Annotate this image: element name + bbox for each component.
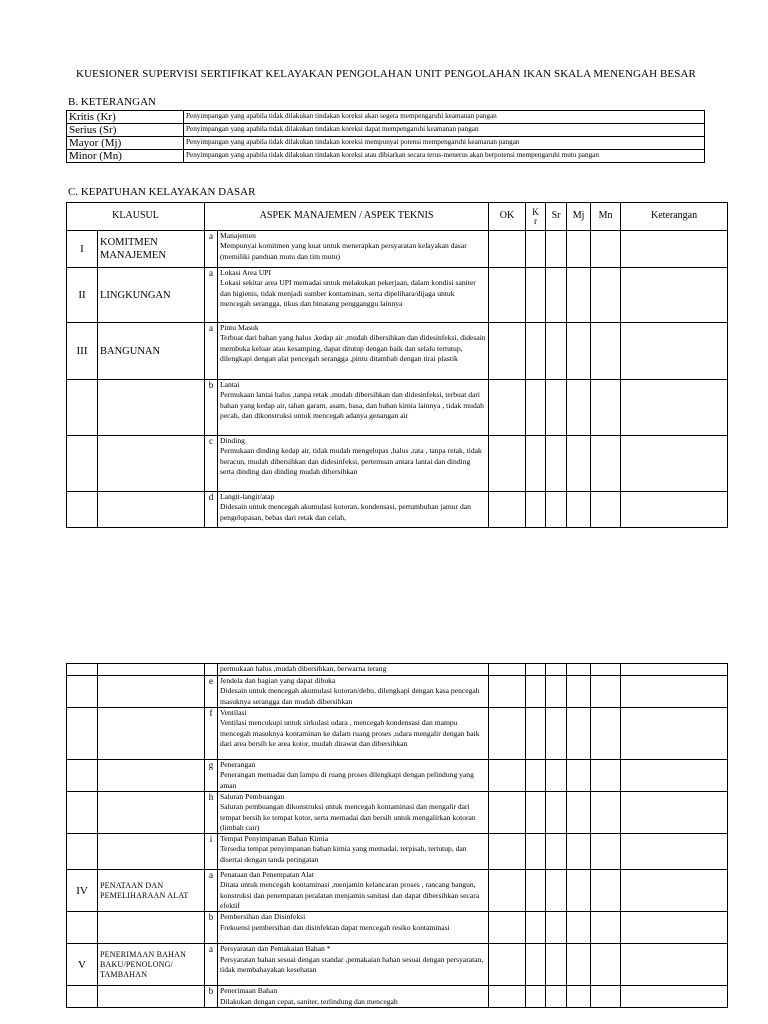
klausul-number [67, 834, 98, 870]
section-c-heading: C. KEPATUHAN KELAYAKAN DASAR [68, 186, 256, 198]
header-kr: K r [526, 203, 546, 231]
check-cell-ok[interactable] [489, 870, 526, 912]
klausul-number: IV [67, 870, 98, 912]
check-cell-mn[interactable] [591, 436, 621, 492]
check-cell-kr[interactable] [526, 912, 546, 944]
check-cell-mn[interactable] [591, 492, 621, 528]
check-cell-ok[interactable] [489, 436, 526, 492]
klausul-name: LINGKUNGAN [98, 268, 205, 323]
check-cell-mn[interactable] [591, 760, 621, 792]
aspek-text: Persyaratan dan Pemakaian Bahan * Persyaratan bahan sesuai dengan standar ,pemakaian bahan sesuai dengan persyaratan, tidak membahayakan kesehatan [218, 944, 489, 986]
klausul-number [67, 912, 98, 944]
check-cell-kr[interactable] [526, 231, 546, 268]
check-cell-mn[interactable] [591, 986, 621, 1008]
table-row [67, 944, 728, 986]
aspek-text: Saluran Pembuangan Saluran pembuangan dikonstruksi untuk mencegah kontaminasi dan mengalir dari tempat bersih ke tempat kotor, serta memadai dan bersih untuk mengalirkan kotoran (limbah cair) [218, 792, 489, 834]
check-cell-sr[interactable] [546, 664, 567, 676]
aspek-text: Penerimaan Bahan Dilakukan dengan cepat, saniter, terlindung dan mencegah [218, 986, 489, 1008]
klausul-name [98, 664, 205, 676]
check-cell-mj[interactable] [567, 231, 591, 268]
keterangan-cell[interactable] [621, 323, 728, 380]
table-row [67, 676, 728, 708]
check-cell-ok[interactable] [489, 834, 526, 870]
table-row [67, 268, 728, 323]
klausul-name [98, 834, 205, 870]
check-cell-ok[interactable] [489, 986, 526, 1008]
check-cell-sr[interactable] [546, 380, 567, 436]
keterangan-cell[interactable] [621, 792, 728, 834]
klausul-number [67, 792, 98, 834]
aspek-text: Dinding Permukaan dinding kedap air, tidak mudah mengelupas ,halus ,rata , tanpa retak, tidak beracun, mudah dibersihkan dan didesinfeksi, pertemuan antara lantai dan dinding serta dinding dan dinding mudah dibersihkan [218, 436, 489, 492]
check-cell-ok[interactable] [489, 664, 526, 676]
aspek-text: Lokasi Area UPI Lokasi sekitar area UPI memadai untuk melakukan pekerjaan, dalam kondisi saniter dan higienis, tidak menjadi sumber kontaminan, serta dipelihara/dijaga untuk mencegah serangga, tikus dan binatang pengganggu lainnya [218, 268, 489, 323]
check-cell-mj[interactable] [567, 380, 591, 436]
item-letter: a [205, 231, 218, 268]
klausul-number [67, 492, 98, 528]
klausul-number: III [67, 323, 98, 380]
header-mn: Mn [591, 203, 621, 231]
klausul-number [67, 986, 98, 1008]
check-cell-kr[interactable] [526, 944, 546, 986]
keterangan-row [67, 150, 705, 163]
check-cell-mn[interactable] [591, 323, 621, 380]
check-cell-ok[interactable] [489, 676, 526, 708]
aspek-text: Penataan dan Penempatan Alat Ditata untuk mencegah kontaminasi ,menjamin kelancaran proses , rancang bangun, konstruksi dan penempatan peralatan menjamin sanitasi dan dapat dibersihkan secara efektif [218, 870, 489, 912]
check-cell-mj[interactable] [567, 492, 591, 528]
document-title: KUESIONER SUPERVISI SERTIFIKAT KELAYAKAN PENGOLAHAN UNIT PENGOLAHAN IKAN SKALA MENENGAH BESAR [76, 68, 696, 80]
check-cell-mj[interactable] [567, 834, 591, 870]
klausul-number [67, 436, 98, 492]
table-row [67, 792, 728, 834]
check-cell-kr[interactable] [526, 986, 546, 1008]
keterangan-cell[interactable] [621, 912, 728, 944]
check-cell-mj[interactable] [567, 944, 591, 986]
klausul-name: PENATAAN DAN PEMELIHARAAN ALAT [98, 870, 205, 912]
klausul-number: II [67, 268, 98, 323]
table-row [67, 912, 728, 944]
check-cell-sr[interactable] [546, 792, 567, 834]
aspek-text: Pintu Masuk Terbuat dari bahan yang halus ,kedap air ,mudah dibersihkan dan didesinfeksi, didesain membuka keluar atau kesamping, dapat ditutup dengan baik dan selalu tertutup, dilengkapi dengan alat pencegah serangga ,pintu ditambah dengan tirai plastik [218, 323, 489, 380]
check-cell-ok[interactable] [489, 231, 526, 268]
check-cell-kr[interactable] [526, 664, 546, 676]
check-cell-sr[interactable] [546, 912, 567, 944]
check-cell-mn[interactable] [591, 708, 621, 760]
check-cell-mj[interactable] [567, 436, 591, 492]
check-cell-sr[interactable] [546, 676, 567, 708]
klausul-number [67, 760, 98, 792]
klausul-name: BANGUNAN [98, 323, 205, 380]
klausul-name: KOMITMEN MANAJEMEN [98, 231, 205, 268]
table-row [67, 231, 728, 268]
aspek-text: Tempat Penyimpanan Bahan Kimia Tersedia tempat penyimpanan bahan kimia yang memadai, terpisah, tertutup, dan disertai dengan tanda peringatan [218, 834, 489, 870]
kepatuhan-table-page2 [66, 663, 728, 1008]
keterangan-term: Minor (Mn) [67, 150, 184, 163]
aspek-text: Jendela dan bagian yang dapat dibuka Didesain untuk mencegah akumulasi kotoran/debu, dilengkapi dengan kasa pencegah masuknya serangga dan mudah dibersihkan [218, 676, 489, 708]
klausul-name [98, 380, 205, 436]
check-cell-ok[interactable] [489, 380, 526, 436]
check-cell-mj[interactable] [567, 986, 591, 1008]
check-cell-mj[interactable] [567, 708, 591, 760]
item-letter: i [205, 834, 218, 870]
klausul-number: I [67, 231, 98, 268]
check-cell-kr[interactable] [526, 380, 546, 436]
keterangan-cell[interactable] [621, 436, 728, 492]
item-letter: c [205, 436, 218, 492]
check-cell-kr[interactable] [526, 268, 546, 323]
table-row [67, 323, 728, 380]
check-cell-kr[interactable] [526, 436, 546, 492]
kepatuhan-table-page1 [66, 202, 728, 528]
item-letter: e [205, 676, 218, 708]
keterangan-cell[interactable] [621, 986, 728, 1008]
keterangan-term: Mayor (Mj) [67, 137, 184, 150]
keterangan-cell[interactable] [621, 944, 728, 986]
klausul-name [98, 676, 205, 708]
check-cell-ok[interactable] [489, 492, 526, 528]
section-b-heading: B. KETERANGAN [68, 96, 156, 108]
table-row [67, 986, 728, 1008]
klausul-name: PENERIMAAN BAHAN BAKU/PENOLONG/ TAMBAHAN [98, 944, 205, 986]
check-cell-mj[interactable] [567, 760, 591, 792]
check-cell-ok[interactable] [489, 944, 526, 986]
check-cell-sr[interactable] [546, 870, 567, 912]
check-cell-ok[interactable] [489, 760, 526, 792]
check-cell-mj[interactable] [567, 664, 591, 676]
item-letter [205, 664, 218, 676]
keterangan-cell[interactable] [621, 676, 728, 708]
klausul-name [98, 986, 205, 1008]
klausul-name [98, 492, 205, 528]
klausul-name [98, 436, 205, 492]
aspek-text: Manajemen Mempunyai komitmen yang kuat untuk menerapkan persyaratan kelayakan dasar (memiliki panduan mutu dan tim mutu) [218, 231, 489, 268]
check-cell-mj[interactable] [567, 870, 591, 912]
check-cell-sr[interactable] [546, 231, 567, 268]
check-cell-kr[interactable] [526, 870, 546, 912]
table-row [67, 870, 728, 912]
klausul-number [67, 664, 98, 676]
klausul-name [98, 760, 205, 792]
check-cell-ok[interactable] [489, 268, 526, 323]
check-cell-sr[interactable] [546, 986, 567, 1008]
keterangan-cell[interactable] [621, 268, 728, 323]
klausul-name [98, 708, 205, 760]
check-cell-sr[interactable] [546, 760, 567, 792]
header-klausul: KLAUSUL [67, 203, 205, 231]
check-cell-ok[interactable] [489, 323, 526, 380]
table-header-row [67, 203, 728, 231]
keterangan-definition: Penyimpangan yang apabila tidak dilakukan tindakan koreksi atau dibiarkan secara terus-menerus akan berpotensi mempengaruhi mutu pangan [184, 150, 705, 163]
check-cell-kr[interactable] [526, 676, 546, 708]
check-cell-sr[interactable] [546, 492, 567, 528]
aspek-text: permukaan halus ,mudah dibersihkan, berwarna terang [218, 664, 489, 676]
aspek-text: Lantai Permukaan lantai halus ,tanpa retak ,mudah dibersihkan dan didesinfeksi, terbuat dari bahan yang kedap air, tahan garam, asam, basa, dan bahan kimia lainnya , tidak mudah pecah, dan dikonstruksi untuk mencegah adanya genangan air [218, 380, 489, 436]
check-cell-mn[interactable] [591, 380, 621, 436]
item-letter: b [205, 380, 218, 436]
check-cell-mn[interactable] [591, 912, 621, 944]
item-letter: b [205, 912, 218, 944]
keterangan-row [67, 137, 705, 150]
klausul-name [98, 912, 205, 944]
aspek-text: Ventilasi Ventilasi mencukupi untuk sirkulasi udara , mencegah kondensasi dan mampu mencegah masuknya kontaminan ke dalam ruang proses ,udara mengalir dengan baik dari area bersih ke area kotor, mudah dirawat dan dibersihkan [218, 708, 489, 760]
table-row [67, 708, 728, 760]
check-cell-kr[interactable] [526, 492, 546, 528]
keterangan-cell[interactable] [621, 380, 728, 436]
item-letter: g [205, 760, 218, 792]
keterangan-cell[interactable] [621, 760, 728, 792]
check-cell-kr[interactable] [526, 708, 546, 760]
check-cell-mn[interactable] [591, 792, 621, 834]
check-cell-mj[interactable] [567, 323, 591, 380]
check-cell-kr[interactable] [526, 760, 546, 792]
check-cell-mn[interactable] [591, 664, 621, 676]
header-keterangan: Keterangan [621, 203, 728, 231]
check-cell-mn[interactable] [591, 834, 621, 870]
item-letter: f [205, 708, 218, 760]
keterangan-row [67, 111, 705, 124]
keterangan-table [66, 110, 705, 163]
check-cell-kr[interactable] [526, 792, 546, 834]
check-cell-mn[interactable] [591, 944, 621, 986]
keterangan-cell[interactable] [621, 492, 728, 528]
klausul-name [98, 792, 205, 834]
check-cell-ok[interactable] [489, 912, 526, 944]
keterangan-cell[interactable] [621, 870, 728, 912]
header-sr: Sr [546, 203, 567, 231]
check-cell-ok[interactable] [489, 708, 526, 760]
item-letter: a [205, 323, 218, 380]
table-row [67, 664, 728, 676]
check-cell-sr[interactable] [546, 323, 567, 380]
check-cell-mn[interactable] [591, 231, 621, 268]
klausul-number: V [67, 944, 98, 986]
item-letter: a [205, 870, 218, 912]
check-cell-mj[interactable] [567, 676, 591, 708]
keterangan-cell[interactable] [621, 834, 728, 870]
keterangan-definition: Penyimpangan yang apabila tidak dilakukan tindakan koreksi dapat mempengaruhi keamanan pangan [184, 124, 705, 137]
check-cell-mj[interactable] [567, 268, 591, 323]
aspek-text: Penerangan Penerangan memadai dan lampu di ruang proses dilengkapi dengan pelindung yang aman [218, 760, 489, 792]
keterangan-cell[interactable] [621, 664, 728, 676]
item-letter: h [205, 792, 218, 834]
check-cell-kr[interactable] [526, 834, 546, 870]
check-cell-mn[interactable] [591, 870, 621, 912]
keterangan-definition: Penyimpangan yang apabila tidak dilakukan tindakan koreksi akan segera mempengaruhi keamanan pangan [184, 111, 705, 124]
klausul-number [67, 708, 98, 760]
keterangan-term: Serius (Sr) [67, 124, 184, 137]
item-letter: a [205, 944, 218, 986]
keterangan-definition: Penyimpangan yang apabila tidak dilakukan tindakan koreksi mempunyai potensi mempengaruhi keamanan pangan [184, 137, 705, 150]
klausul-number [67, 676, 98, 708]
check-cell-mn[interactable] [591, 268, 621, 323]
aspek-text: Langit-langit/atap Didesain untuk mencegah akumulasi kotoran, kondensasi, pertumbuhan jamur dan pengelupasan, bebas dari retak dan celah, [218, 492, 489, 528]
table-row [67, 380, 728, 436]
check-cell-ok[interactable] [489, 792, 526, 834]
check-cell-mj[interactable] [567, 792, 591, 834]
check-cell-sr[interactable] [546, 436, 567, 492]
check-cell-sr[interactable] [546, 944, 567, 986]
check-cell-sr[interactable] [546, 708, 567, 760]
klausul-number [67, 380, 98, 436]
check-cell-sr[interactable] [546, 268, 567, 323]
check-cell-mj[interactable] [567, 912, 591, 944]
keterangan-cell[interactable] [621, 231, 728, 268]
check-cell-sr[interactable] [546, 834, 567, 870]
keterangan-term: Kritis (Kr) [67, 111, 184, 124]
table-row [67, 436, 728, 492]
table-row [67, 492, 728, 528]
keterangan-row [67, 124, 705, 137]
table-row [67, 834, 728, 870]
aspek-text: Pembersihan dan Disinfeksi Frekuensi pembersihan dan disinfektan dapat mencegah resiko kontaminasi [218, 912, 489, 944]
table-row [67, 760, 728, 792]
check-cell-mn[interactable] [591, 676, 621, 708]
keterangan-cell[interactable] [621, 708, 728, 760]
item-letter: b [205, 986, 218, 1008]
item-letter: a [205, 268, 218, 323]
item-letter: d [205, 492, 218, 528]
header-mj: Mj [567, 203, 591, 231]
header-aspek: ASPEK MANAJEMEN / ASPEK TEKNIS [205, 203, 489, 231]
header-ok: OK [489, 203, 526, 231]
check-cell-kr[interactable] [526, 323, 546, 380]
